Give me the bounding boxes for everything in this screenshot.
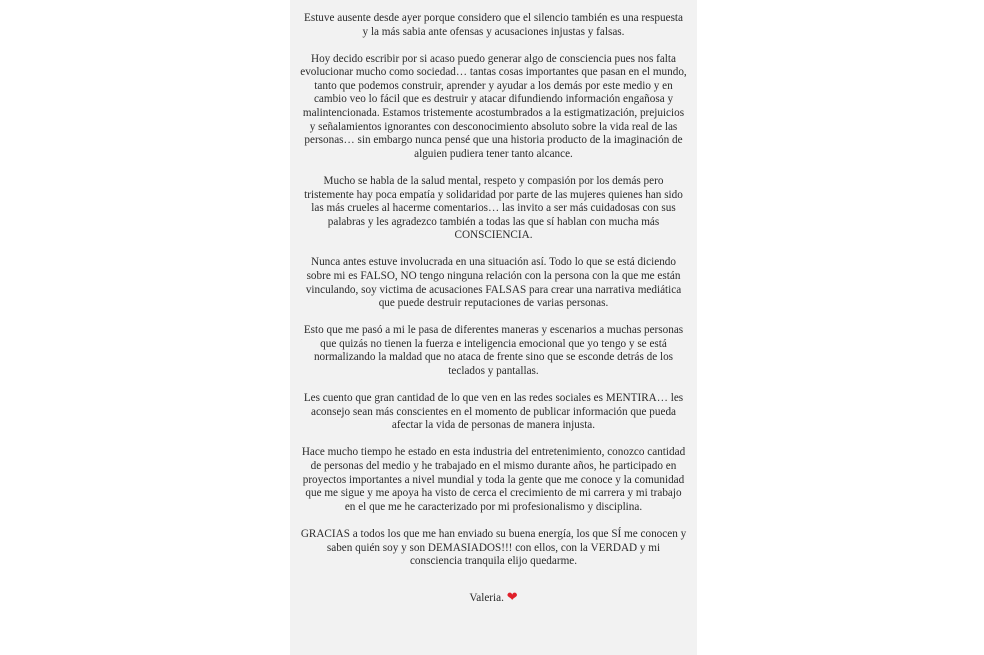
paragraph: Nunca antes estuve involucrada en una situación así. Todo lo que se está diciendo sobre mi es FALSO, NO tengo ninguna relación con la persona con la que me están vinculando, soy victima de acusaciones FALSAS para crear una narrativa mediática que puede destruir reputaciones de varias personas.	[305, 256, 682, 310]
paragraph: GRACIAS a todos los que me han enviado su buena energía, los que SÍ me conocen y saben quién soy y son DEMASIADOS!!! con ellos, con la VERDAD y mi consciencia tranquila elijo quedarme.	[300, 527, 687, 568]
paragraph: Hace mucho tiempo he estado en esta industria del entretenimiento, conozco cantidad de personas del medio y he trabajado en el mismo durante años, he participado en proyectos importantes a nivel mundial y toda la gente que me conoce y la comunidad que me sigue y me apoya ha visto de cerca el crecimiento de mi carrera y mi trabajo en el que me he caracterizado por mi profesionalismo y disciplina.	[301, 446, 686, 513]
paragraph: Estuve ausente desde ayer porque considero que el silencio también es una respuesta y la más sabia ante ofensas y acusaciones injustas y falsas.	[304, 12, 683, 38]
paragraph: Mucho se habla de la salud mental, respeto y compasión por los demás pero tristemente hay poca empatía y solidaridad por parte de las mujeres quienes han sido las más crueles al hacerme comentarios… las invito a ser más cuidadosas con sus palabras y les agradezco también a todas las que sí hablan con mucha más CONSCIENCIA.	[304, 174, 683, 242]
paragraph: Les cuento que gran cantidad de lo que ven en las redes sociales es MENTIRA… les aconsejo sean más conscientes en el momento de publicar información que pueda afectar la vida de personas de manera injusta.	[303, 392, 684, 432]
signature-name: Valeria.	[469, 591, 504, 604]
red-heart-icon: ❤	[506, 589, 518, 605]
statement-sheet	[290, 0, 697, 655]
paragraph: Hoy decido escribir por si acaso puedo generar algo de consciencia pues nos falta evolucionar mucho como sociedad… tantas cosas importantes que pasan en el mundo, tanto que podemos construir, aprender y ayudar a los demás por este medio y en cambio veo lo fácil que es destruir y atacar difundiendo información engañosa y malintencionada. Estamos tristemente acostumbrados a la estigmatización, prejuicios y señalamientos ignorantes con desconocimiento absoluto sobre la vida real de las personas… sin embargo nunca pensé que una historia producto de la imaginación de alguien pudiera tener tanto alcance.	[300, 52, 687, 160]
signature	[300, 591, 687, 605]
paragraph: Esto que me pasó a mi le pasa de diferentes maneras y escenarios a muchas personas que quizás no tienen la fuerza e inteligencia emocional que yo tengo y se está normalizando la maldad que no ataca de frente sino que se esconde detrás de los teclados y pantallas.	[303, 324, 684, 378]
